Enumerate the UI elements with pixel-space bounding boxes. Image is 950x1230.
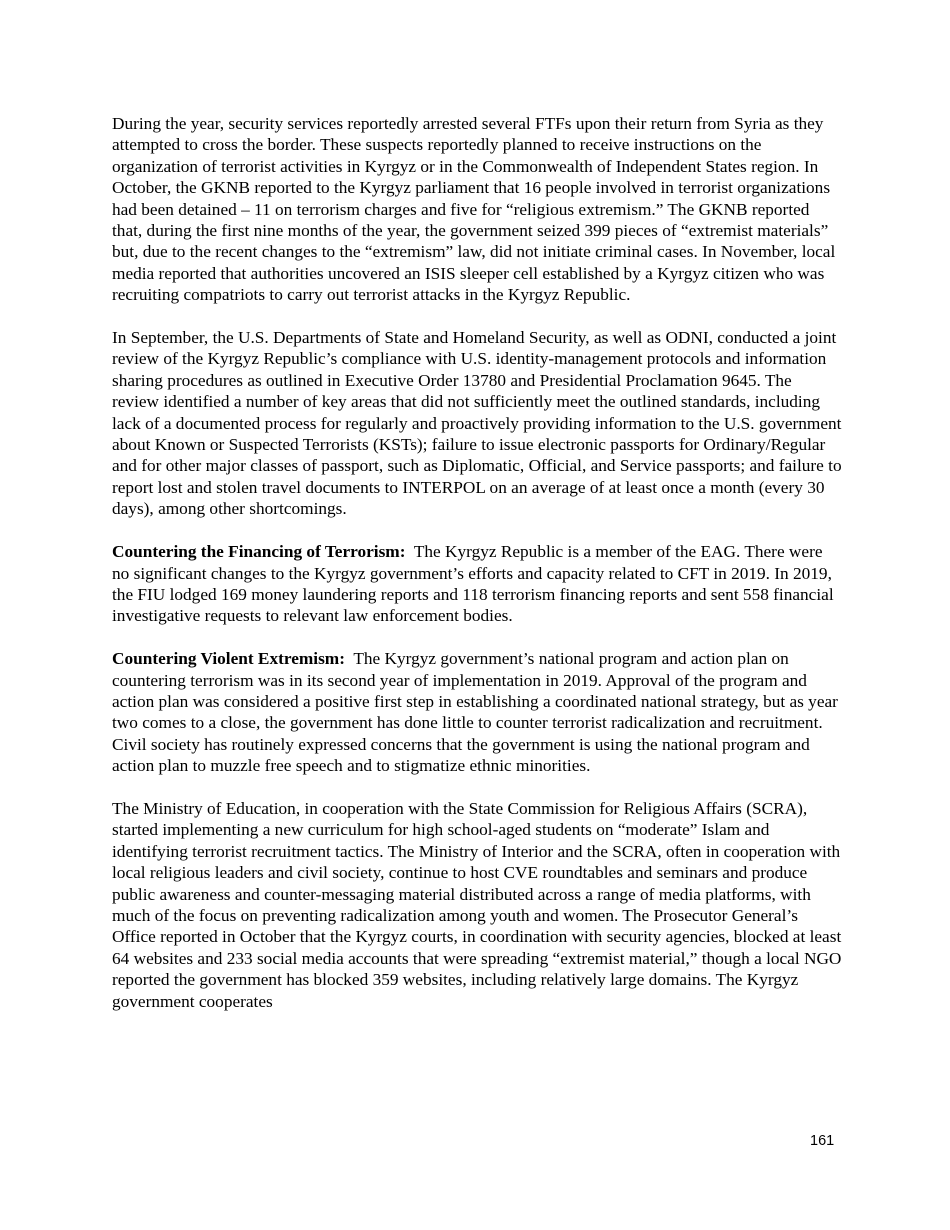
- paragraph-text: The Ministry of Education, in cooperation with the State Commission for Religious Affairs (SCRA), started implementing a new curriculum for high school-aged students on “moderate” Islam and identifying terrorist recruitment tactics. The Ministry of Interior and the SCRA, often in cooperation with local religious leaders and civil society, continue to host CVE roundtables and seminars and produce public awareness and counter-messaging material distributed across a range of media platforms, with much of the focus on preventing radicalization among youth and women. The Prosecutor General’s Office reported in October that the Kyrgyz courts, in coordination with security agencies, blocked at least 64 websites and 233 social media accounts that were spreading “extremist material,” though a local NGO reported the government has blocked 359 websites, including relatively large domains. The Kyrgyz government cooperates: [112, 798, 842, 1011]
- section-heading: Countering Violent Extremism:: [112, 649, 345, 669]
- paragraph-text: The Kyrgyz government’s national program and action plan on countering terrorism was in its second year of implementation in 2019. Approval of the program and action plan was considered a positive first step in establishing a coordinated national strategy, but as year two comes to a close, the government has done little to counter terrorist radicalization and recruitment. Civil society has routinely expressed concerns that the government is using the national program and action plan to muzzle free speech and to stigmatize ethnic minorities.: [112, 649, 838, 776]
- paragraph-financing-of-terrorism: [112, 541, 842, 627]
- section-heading: Countering the Financing of Terrorism:: [112, 542, 406, 562]
- paragraph-ftf-arrests: [112, 113, 842, 306]
- paragraph-ministry-of-education: [112, 798, 842, 1012]
- paragraph-text: The Kyrgyz Republic is a member of the EAG. There were no significant changes to the Kyrgyz government’s efforts and capacity related to CFT in 2019. In 2019, the FIU lodged 169 money laundering reports and 118 terrorism financing reports and sent 558 financial investigative requests to relevant law enforcement bodies.: [112, 542, 834, 626]
- page-number: 161: [810, 1133, 835, 1149]
- paragraph-text: During the year, security services reportedly arrested several FTFs upon their return from Syria as they attempted to cross the border. These suspects reportedly planned to receive instructions on the organization of terrorist activities in Kyrgyz or in the Commonwealth of Independent States region. In October, the GKNB reported to the Kyrgyz parliament that 16 people involved in terrorist organizations had been detained – 11 on terrorism charges and five for “religious extremism.” The GKNB reported that, during the first nine months of the year, the government seized 399 pieces of “extremist materials” but, due to the recent changes to the “extremism” law, did not initiate criminal cases. In November, local media reported that authorities uncovered an ISIS sleeper cell established by a Kyrgyz citizen who was recruiting compatriots to carry out terrorist attacks in the Kyrgyz Republic.: [112, 114, 836, 305]
- paragraph-violent-extremism: [112, 648, 842, 776]
- paragraph-identity-review: [112, 327, 842, 520]
- document-body: [112, 113, 842, 1033]
- paragraph-text: In September, the U.S. Departments of State and Homeland Security, as well as ODNI, conducted a joint review of the Kyrgyz Republic’s compliance with U.S. identity-management protocols and information sharing procedures as outlined in Executive Order 13780 and Presidential Proclamation 9645. The review identified a number of key areas that did not sufficiently meet the outlined standards, including lack of a documented process for regularly and proactively providing information to the U.S. government about Known or Suspected Terrorists (KSTs); failure to issue electronic passports for Ordinary/Regular and for other major classes of passport, such as Diplomatic, Official, and Service passports; and failure to report lost and stolen travel documents to INTERPOL on an average of at least once a month (every 30 days), among other shortcomings.: [112, 328, 842, 519]
